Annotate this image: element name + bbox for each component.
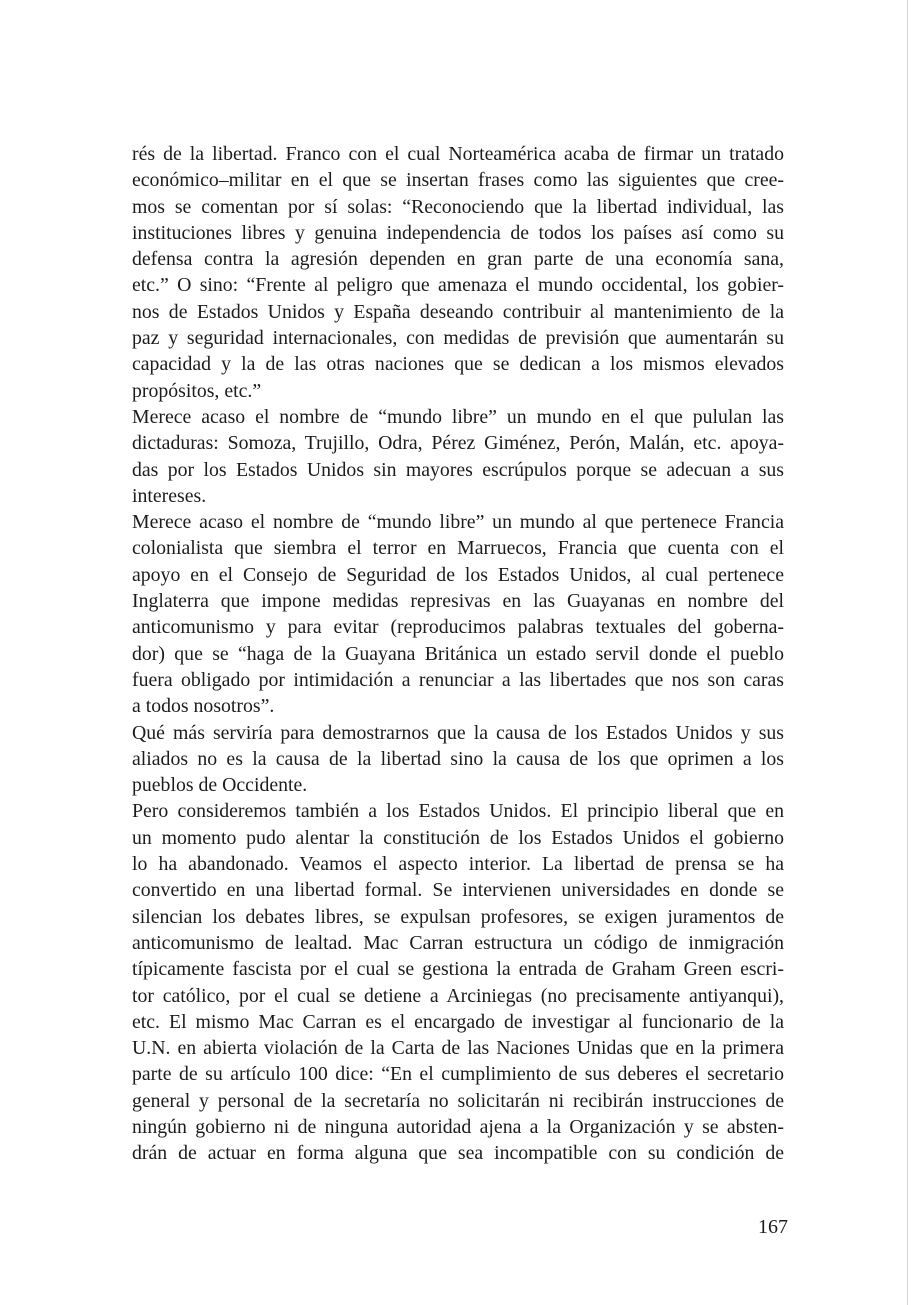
text-line: lo ha abandonado. Veamos el aspecto interior. La libertad de prensa se ha (132, 853, 784, 876)
text-line: instituciones libres y genuina independencia de todos los países así como su (132, 221, 784, 244)
text-line: convertido en una libertad formal. Se intervienen universidades en donde se (132, 879, 784, 902)
text-line: U.N. en abierta violación de la Carta de las Naciones Unidas que en la primera (132, 1037, 784, 1060)
text-line: etc. El mismo Mac Carran es el encargado de investigar al funcionario de la (132, 1010, 784, 1033)
text-line: típicamente fascista por el cual se gestiona la entrada de Graham Green escri- (132, 958, 784, 981)
text-line: anticomunismo de lealtad. Mac Carran estructura un código de inmigración (132, 931, 784, 954)
text-line: aliados no es la causa de la libertad sino la causa de los que oprimen a los (132, 747, 784, 770)
text-line: defensa contra la agresión dependen en gran parte de una economía sana, (132, 248, 784, 271)
text-line: propósitos, etc.” (132, 379, 262, 402)
text-line: mos se comentan por sí solas: “Reconociendo que la libertad individual, las (132, 195, 784, 218)
text-line: Inglaterra que impone medidas represivas en las Guayanas en nombre del (132, 590, 784, 613)
page-edge-line (907, 0, 908, 1305)
text-line: dictaduras: Somoza, Trujillo, Odra, Pérez Giménez, Perón, Malán, etc. apoya- (132, 432, 784, 455)
text-line: dor) que se “haga de la Guayana Británica un estado servil donde el pueblo (132, 642, 784, 665)
text-line: paz y seguridad internacionales, con medidas de previsión que aumentarán su (132, 327, 784, 350)
text-line: nos de Estados Unidos y España deseando contribuir al mantenimiento de la (132, 300, 784, 323)
text-line: pueblos de Occidente. (132, 774, 308, 797)
text-line: capacidad y la de las otras naciones que se dedican a los mismos elevados (132, 353, 784, 376)
text-line: un momento pudo alentar la constitución de los Estados Unidos el gobierno (132, 826, 784, 849)
text-line: parte de su artículo 100 dice: “En el cumplimiento de sus deberes el secretario (132, 1063, 784, 1086)
text-line: drán de actuar en forma alguna que sea incompatible con su condición de (132, 1142, 784, 1165)
text-line: general y personal de la secretaría no solicitarán ni recibirán instrucciones de (132, 1089, 784, 1112)
text-line: Merece acaso el nombre de “mundo libre” un mundo al que pertenece Francia (132, 511, 784, 534)
text-line: económico–militar en el que se insertan frases como las siguientes que cree- (132, 169, 784, 192)
text-line: ningún gobierno ni de ninguna autoridad ajena a la Organización y se absten- (132, 1115, 784, 1138)
text-line: anticomunismo y para evitar (reproducimos palabras textuales del goberna- (132, 616, 784, 639)
text-line: Merece acaso el nombre de “mundo libre” un mundo en el que pululan las (132, 405, 784, 428)
text-line: fuera obligado por intimidación a renunciar a las libertades que nos son caras (132, 668, 784, 691)
text-line: das por los Estados Unidos sin mayores escrúpulos porque se adecuan a sus (132, 458, 784, 481)
text-line: apoyo en el Consejo de Seguridad de los Estados Unidos, al cual pertenece (132, 563, 784, 586)
text-line: a todos nosotros”. (132, 695, 275, 718)
text-line: Qué más serviría para demostrarnos que la causa de los Estados Unidos y sus (132, 721, 784, 744)
text-line: tor católico, por el cual se detiene a Arciniegas (no precisamente antiyanqui), (132, 984, 784, 1007)
body-text (132, 141, 784, 1167)
text-line: intereses. (132, 484, 207, 507)
page-number: 167 (758, 1216, 788, 1238)
text-line: Pero consideremos también a los Estados Unidos. El principio liberal que en (132, 800, 784, 823)
text-line: colonialista que siembra el terror en Marruecos, Francia que cuenta con el (132, 537, 784, 560)
text-line: etc.” O sino: “Frente al peligro que amenaza el mundo occidental, los gobier- (132, 274, 784, 297)
text-line: rés de la libertad. Franco con el cual Norteamérica acaba de firmar un tratado (132, 143, 784, 165)
text-line: silencian los debates libres, se expulsan profesores, se exigen juramentos de (132, 905, 784, 928)
